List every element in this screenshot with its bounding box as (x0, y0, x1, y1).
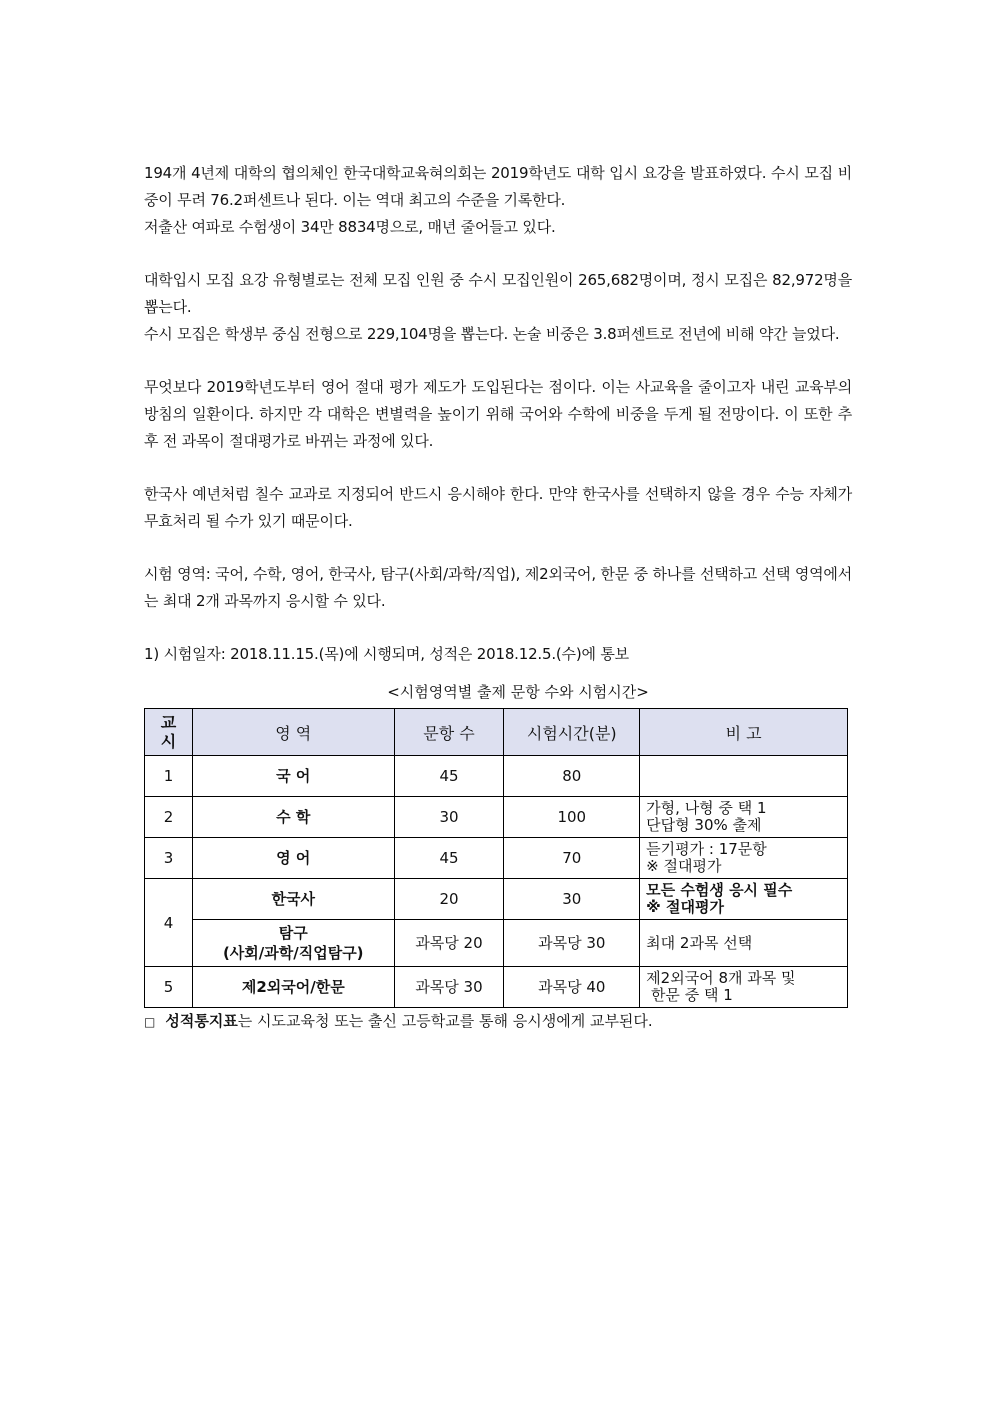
paragraph-2a: 대학입시 모집 요강 유형별로는 전체 모집 인원 중 수시 모집인원이 265,682명이며, 정시 모집은 82,972명을 뽑는다. (144, 271, 852, 316)
cell-period: 2 (145, 797, 193, 838)
cell-period: 4 (145, 879, 193, 967)
paragraph-1a: 194개 4년제 대학의 협의체인 한국대학교육혀의회는 2019학년도 대학 입시 요강을 발표하였다. 수시 모집 비중이 무려 76.2퍼센트나 된다. 이는 역대 최고의 수준을 기록한다. (144, 164, 852, 209)
cell-items: 20 (394, 879, 504, 920)
header-period: 교 시 (145, 709, 193, 756)
paragraph-1b: 저출산 여파로 수험생이 34만 8834명으로, 매년 줄어들고 있다. (144, 218, 556, 236)
table-row (145, 920, 848, 967)
footnote-bold: 성적통지표 (165, 1012, 238, 1030)
cell-note: 가형, 나형 중 택 1 단답형 30% 출제 (640, 797, 848, 838)
cell-items: 과목당 30 (394, 967, 504, 1008)
table-header-row (145, 709, 848, 756)
header-area: 영 역 (192, 709, 394, 756)
cell-area: 한국사 (192, 879, 394, 920)
table-row (145, 838, 848, 879)
cell-items: 45 (394, 838, 504, 879)
cell-period: 1 (145, 756, 193, 797)
cell-note: 모든 수험생 응시 필수 ※ 절대평가 (640, 879, 848, 920)
cell-time: 80 (504, 756, 640, 797)
paragraph-5: 시험 영역: 국어, 수학, 영어, 한국사, 탐구(사회/과학/직업), 제2외국어, 한문 중 하나를 선택하고 선택 영역에서는 최대 2개 과목까지 응시할 수 있다. (144, 565, 852, 610)
paragraph-3: 무엇보다 2019학년도부터 영어 절대 평가 제도가 도입된다는 점이다. 이는 사교육을 줄이고자 내린 교육부의 방침의 일환이다. 하지만 각 대학은 변별력을 높이기 위해 국어와 수학에 비중을 두게 될 전망이다. 이 또한 추후 전 과목이 절대평가로 바뀌는 과정에 있다. (144, 378, 852, 450)
table-row (145, 879, 848, 920)
table-caption: <시험영역별 출제 문항 수와 시험시간> (387, 683, 649, 701)
header-note: 비 고 (640, 709, 848, 756)
paragraph-4: 한국사 예년처럼 칠수 교과로 지정되어 반드시 응시해야 한다. 만약 한국사를 선택하지 않을 경우 수능 자체가 무효처리 될 수가 있기 때문이다. (144, 485, 852, 530)
table-row (145, 756, 848, 797)
cell-time: 30 (504, 879, 640, 920)
header-time: 시험시간(분) (504, 709, 640, 756)
cell-items: 과목당 20 (394, 920, 504, 967)
cell-period: 3 (145, 838, 193, 879)
table-row (145, 797, 848, 838)
cell-items: 30 (394, 797, 504, 838)
cell-note: 제2외국어 8개 과목 및 한문 중 택 1 (640, 967, 848, 1008)
cell-note: 듣기평가 : 17문항 ※ 절대평가 (640, 838, 848, 879)
cell-area: 탐구 (사회/과학/직업탐구) (192, 920, 394, 967)
footnote-text: 는 시도교육청 또는 출신 고등학교를 통해 응시생에게 교부된다. (237, 1012, 653, 1030)
cell-area: 제2외국어/한문 (192, 967, 394, 1008)
cell-time: 과목당 40 (504, 967, 640, 1008)
table-row (145, 967, 848, 1008)
footnote (144, 1010, 852, 1033)
cell-note: 최대 2과목 선택 (640, 920, 848, 967)
header-items: 문항 수 (394, 709, 504, 756)
cell-area: 수 학 (192, 797, 394, 838)
cell-area: 영 어 (192, 838, 394, 879)
cell-time: 100 (504, 797, 640, 838)
cell-period: 5 (145, 967, 193, 1008)
cell-area: 국 어 (192, 756, 394, 797)
cell-items: 45 (394, 756, 504, 797)
exam-schedule-table (144, 708, 848, 1008)
exam-date-line: 1) 시험일자: 2018.11.15.(목)에 시행되며, 성적은 2018.12.5.(수)에 통보 (144, 645, 629, 663)
square-bullet-icon: □ (144, 1015, 156, 1029)
cell-note (640, 756, 848, 797)
cell-time: 과목당 30 (504, 920, 640, 967)
paragraph-2b: 수시 모집은 학생부 중심 전형으로 229,104명을 뽑는다. 논술 비중은 3.8퍼센트로 전년에 비해 약간 늘었다. (144, 325, 840, 343)
document-page (144, 160, 852, 1033)
cell-time: 70 (504, 838, 640, 879)
